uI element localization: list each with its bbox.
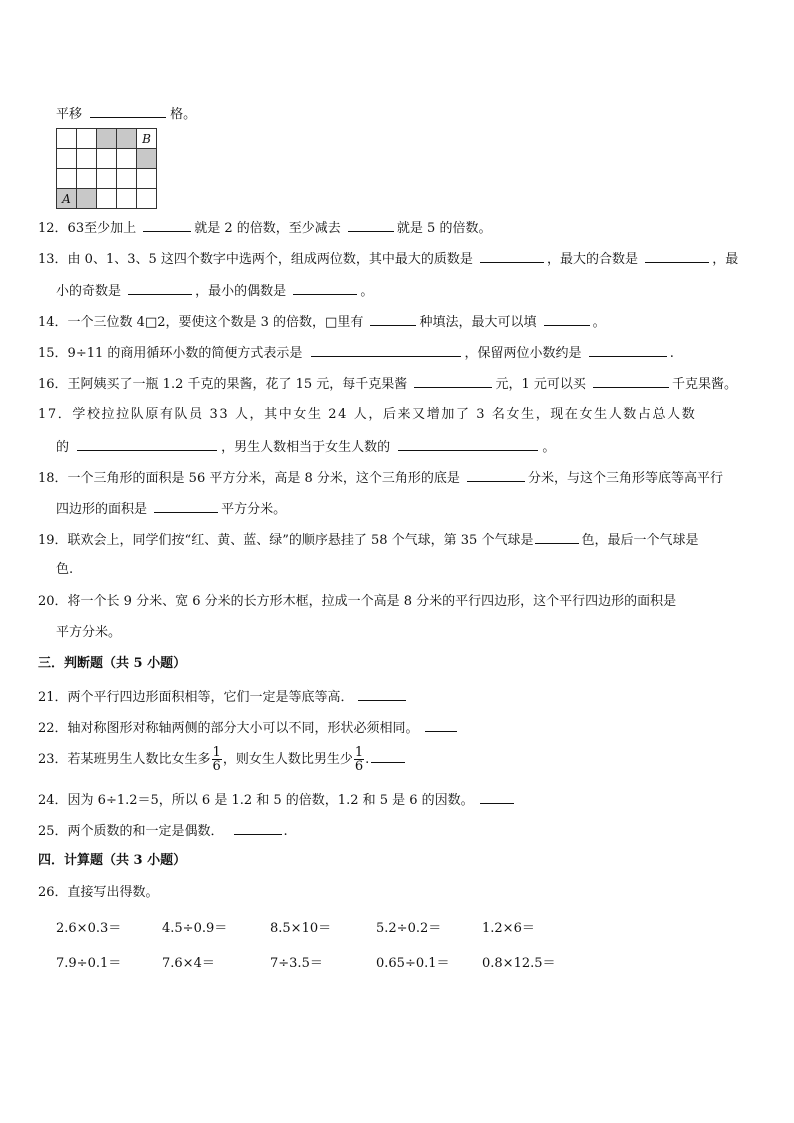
grid-cell bbox=[117, 169, 137, 189]
question-text: 色. bbox=[56, 562, 74, 577]
question-25 bbox=[38, 822, 288, 840]
question-text: 22．轴对称图形对称轴两侧的部分大小可以不同，形状必须相同。 bbox=[38, 721, 419, 736]
answer-blank[interactable] bbox=[414, 375, 492, 388]
answer-blank[interactable] bbox=[90, 105, 166, 118]
question-18 bbox=[38, 469, 723, 487]
question-text: 元，1 元可以买 bbox=[495, 377, 586, 392]
fraction-numerator: 1 bbox=[212, 745, 221, 760]
question-text: 。 bbox=[360, 284, 374, 299]
answer-blank[interactable] bbox=[467, 469, 525, 482]
grid-cell-shaded bbox=[77, 189, 97, 209]
question-14 bbox=[38, 313, 606, 331]
grid-row bbox=[57, 149, 157, 169]
grid-cell bbox=[117, 149, 137, 169]
calc-item: 7.6×4＝ bbox=[162, 956, 215, 971]
question-text: 平方分米。 bbox=[221, 502, 287, 517]
question-text: 20．将一个长 9 分米、宽 6 分米的长方形木框，拉成一个高是 8 分米的平行四边形，这个平行四边形的面积是 bbox=[38, 594, 677, 609]
answer-blank[interactable] bbox=[535, 531, 579, 544]
answer-blank[interactable] bbox=[234, 822, 282, 835]
question-22 bbox=[38, 719, 457, 737]
grid-cell bbox=[97, 149, 117, 169]
answer-blank[interactable] bbox=[154, 500, 218, 513]
question-20 bbox=[38, 594, 676, 610]
calc-item: 1.2×6＝ bbox=[482, 921, 535, 936]
grid-cell bbox=[57, 169, 77, 189]
question-text: 17．学校拉拉队原有队员 33 人，其中女生 24 人，后来又增加了 3 名女生，现在女生人数占总人数 bbox=[38, 407, 697, 422]
question-text: ，则女生人数比男生少 bbox=[222, 752, 353, 767]
answer-blank[interactable] bbox=[589, 344, 667, 357]
question-text: 小的奇数是 bbox=[56, 284, 122, 299]
fraction bbox=[354, 746, 364, 773]
question-19-cont bbox=[56, 562, 73, 578]
grid-row bbox=[57, 189, 157, 209]
question-text: . bbox=[283, 824, 288, 839]
grid-cell bbox=[77, 169, 97, 189]
answer-blank[interactable] bbox=[645, 250, 709, 263]
fraction-denominator: 6 bbox=[212, 759, 221, 774]
question-text: ，最 bbox=[712, 252, 739, 267]
question-text: 。 bbox=[542, 440, 556, 455]
question-text: 色，最后一个气球是 bbox=[581, 533, 699, 548]
question-23 bbox=[38, 746, 405, 774]
grid-label-a: A bbox=[57, 189, 77, 209]
question-text: ，男生人数相当于女生人数的 bbox=[221, 440, 391, 455]
question-text: 平方分米。 bbox=[56, 625, 122, 640]
answer-blank[interactable] bbox=[480, 250, 544, 263]
question-18-cont bbox=[56, 500, 286, 518]
grid-cell bbox=[57, 129, 77, 149]
section-heading: 四．计算题（共 3 小题） bbox=[38, 853, 187, 868]
answer-blank[interactable] bbox=[398, 438, 538, 451]
grid-cell-shaded bbox=[117, 129, 137, 149]
question-20-cont bbox=[56, 625, 121, 641]
calc-item: 4.5÷0.9＝ bbox=[162, 921, 228, 936]
question-text: 平移 bbox=[56, 107, 83, 122]
question-text: 19．联欢会上，同学们按“红、黄、蓝、绿”的顺序悬挂了 58 个气球，第 35 个气球是 bbox=[38, 533, 534, 548]
question-26: 26．直接写出得数。 bbox=[38, 885, 159, 900]
question-text: 21．两个平行四边形面积相等，它们一定是等底等高． bbox=[38, 690, 354, 705]
question-17-cont bbox=[56, 438, 555, 456]
question-text: 24．因为 6÷1.2＝5，所以 6 是 1.2 和 5 的倍数，1.2 和 5 是 6 的因数。 bbox=[38, 793, 474, 808]
answer-blank[interactable] bbox=[593, 375, 669, 388]
question-text: ，最大的合数是 bbox=[547, 252, 639, 267]
fraction-denominator: 6 bbox=[354, 759, 364, 774]
grid-label-b: B bbox=[137, 129, 157, 149]
answer-blank[interactable] bbox=[370, 313, 416, 326]
answer-blank[interactable] bbox=[358, 688, 406, 701]
question-16 bbox=[38, 375, 737, 393]
question-text: 25．两个质数的和一定是偶数． bbox=[38, 824, 224, 839]
calc-item: 5.2÷0.2＝ bbox=[376, 921, 442, 936]
calc-item: 2.6×0.3＝ bbox=[56, 921, 122, 936]
calc-item: 7÷3.5＝ bbox=[270, 956, 323, 971]
grid-cell-shaded bbox=[137, 149, 157, 169]
grid-cell bbox=[97, 189, 117, 209]
section-heading: 三．判断题（共 5 小题） bbox=[38, 656, 187, 671]
fraction bbox=[212, 746, 222, 773]
grid-cell bbox=[57, 149, 77, 169]
question-text: 就是 5 的倍数。 bbox=[396, 221, 492, 236]
question-text: 就是 2 的倍数，至少减去 bbox=[194, 221, 341, 236]
question-text: 16．王阿姨买了一瓶 1.2 千克的果酱，花了 15 元，每千克果酱 bbox=[38, 377, 408, 392]
answer-blank[interactable] bbox=[371, 750, 405, 763]
question-text: 13．由 0、1、3、5 这四个数字中选两个，组成两位数，其中最大的质数是 bbox=[38, 252, 473, 267]
answer-blank[interactable] bbox=[293, 282, 357, 295]
question-text: 。 bbox=[592, 315, 606, 330]
question-text: 的 bbox=[56, 440, 70, 455]
answer-blank[interactable] bbox=[544, 313, 590, 326]
calc-item: 0.65÷0.1＝ bbox=[376, 956, 450, 971]
question-text: . bbox=[365, 752, 370, 767]
question-text: 千克果酱。 bbox=[671, 377, 737, 392]
question-text: 12．63至少加上 bbox=[38, 221, 137, 236]
answer-blank[interactable] bbox=[348, 219, 394, 232]
question-13 bbox=[38, 250, 738, 268]
question-translate bbox=[56, 105, 196, 123]
grid-cell bbox=[137, 169, 157, 189]
question-text: 23．若某班男生人数比女生多 bbox=[38, 752, 211, 767]
answer-blank[interactable] bbox=[128, 282, 192, 295]
translation-grid bbox=[56, 128, 157, 209]
answer-blank[interactable] bbox=[480, 791, 514, 804]
question-24 bbox=[38, 791, 514, 809]
grid-cell bbox=[117, 189, 137, 209]
answer-blank[interactable] bbox=[143, 219, 191, 232]
grid-cell bbox=[137, 189, 157, 209]
question-text: 种填法，最大可以填 bbox=[419, 315, 537, 330]
question-text: ，保留两位小数约是 bbox=[464, 346, 582, 361]
question-text: 15．9÷11 的商用循环小数的简便方式表示是 bbox=[38, 346, 303, 361]
question-19 bbox=[38, 531, 698, 549]
fraction-numerator: 1 bbox=[354, 745, 364, 760]
grid-row bbox=[57, 129, 157, 149]
question-17 bbox=[38, 407, 696, 423]
calc-item: 8.5×10＝ bbox=[270, 921, 332, 936]
question-text: . bbox=[669, 346, 674, 361]
answer-blank[interactable] bbox=[311, 344, 461, 357]
calc-item: 0.8×12.5＝ bbox=[482, 956, 556, 971]
question-text: 分米，与这个三角形等底等高平行 bbox=[528, 471, 724, 486]
question-13-cont bbox=[56, 282, 373, 300]
question-text: 格。 bbox=[170, 107, 197, 122]
question-text: 14．一个三位数 4□2，要使这个数是 3 的倍数，□里有 bbox=[38, 315, 364, 330]
answer-blank[interactable] bbox=[77, 438, 217, 451]
question-21 bbox=[38, 688, 406, 706]
question-text: 18．一个三角形的面积是 56 平方分米，高是 8 分米，这个三角形的底是 bbox=[38, 471, 460, 486]
grid-cell bbox=[97, 169, 117, 189]
question-15 bbox=[38, 344, 674, 362]
calc-item: 7.9÷0.1＝ bbox=[56, 956, 122, 971]
question-12 bbox=[38, 219, 491, 237]
answer-blank[interactable] bbox=[425, 719, 457, 732]
grid-cell-shaded bbox=[97, 129, 117, 149]
question-text: 四边形的面积是 bbox=[56, 502, 148, 517]
question-text: ，最小的偶数是 bbox=[195, 284, 287, 299]
grid-cell bbox=[77, 149, 97, 169]
grid-row bbox=[57, 169, 157, 189]
grid-cell bbox=[77, 129, 97, 149]
